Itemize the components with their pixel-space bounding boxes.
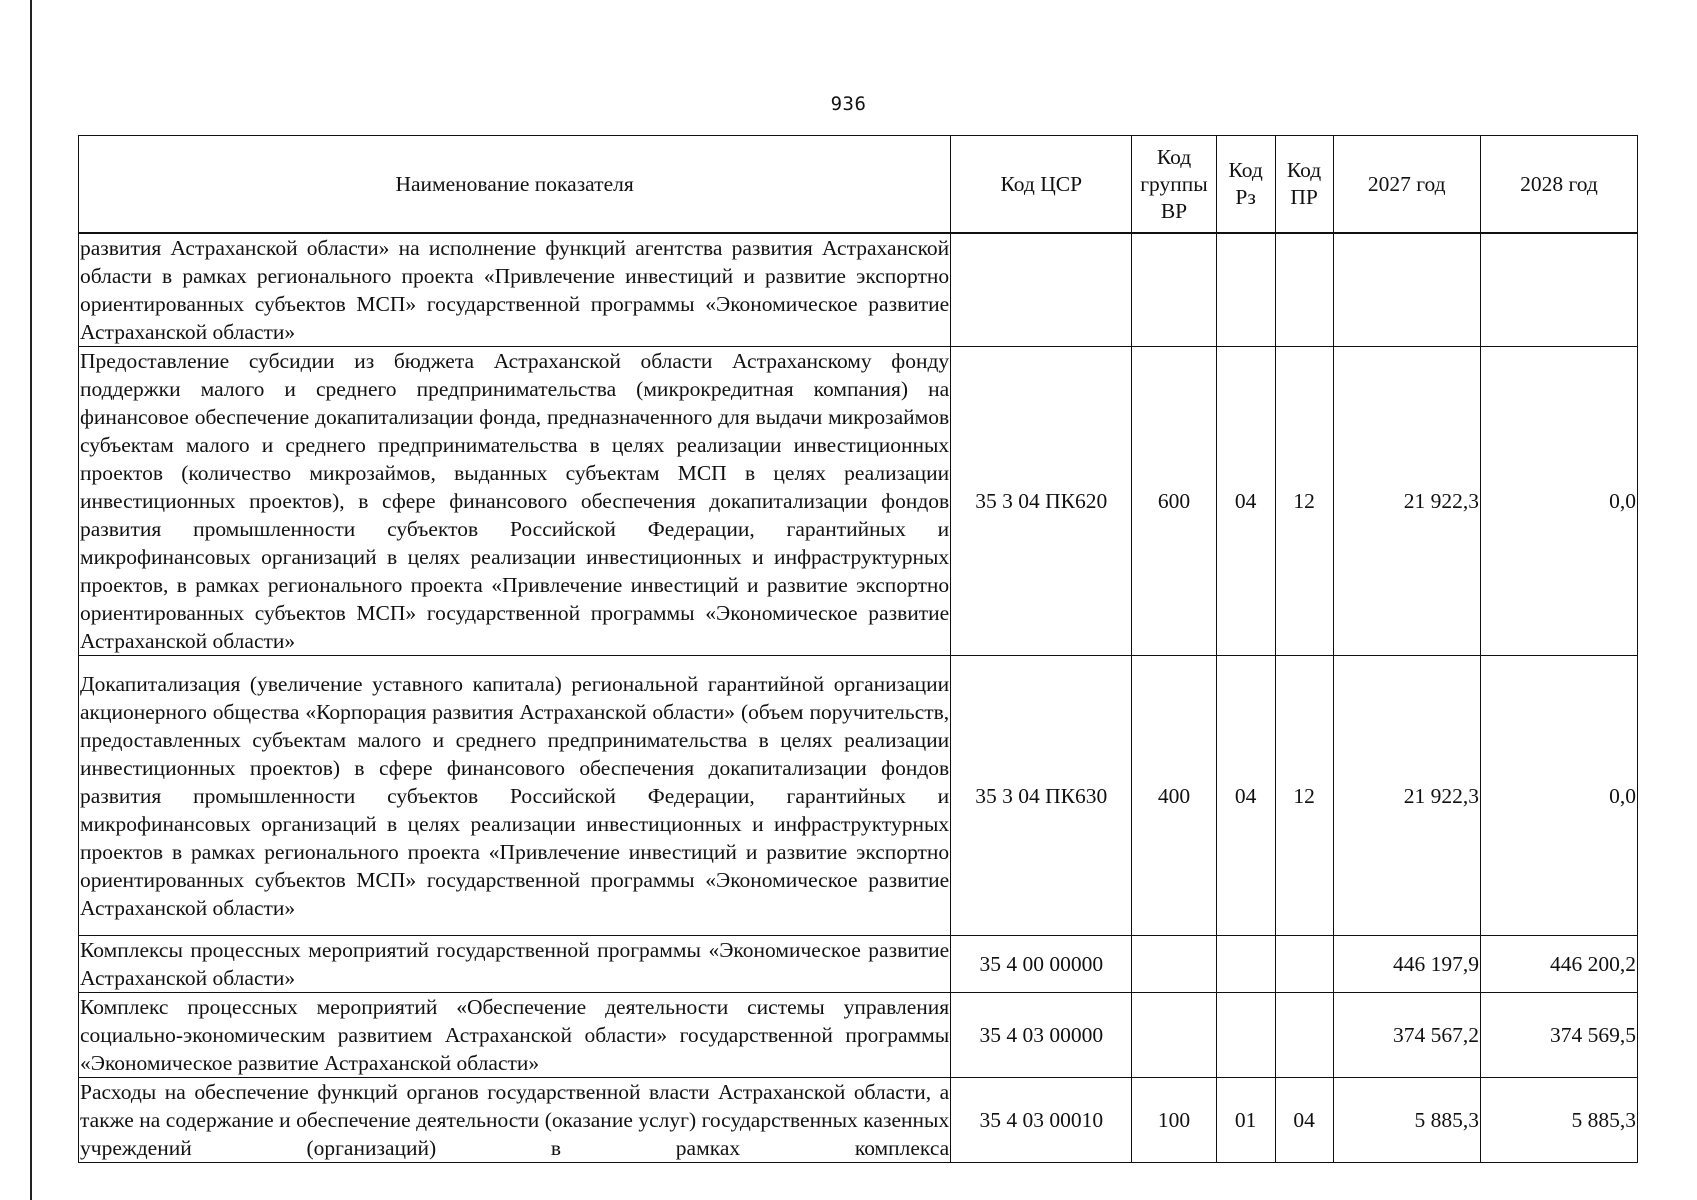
table-row <box>79 1078 1638 1163</box>
row-2028: 0,0 <box>1481 347 1638 656</box>
table-row <box>79 347 1638 656</box>
row-csr <box>951 233 1132 347</box>
row-pr <box>1275 993 1333 1078</box>
row-rz <box>1216 233 1275 347</box>
row-2027 <box>1333 233 1480 347</box>
header-2027: 2027 год <box>1333 136 1480 234</box>
row-pr <box>1275 936 1333 993</box>
row-2027: 21 922,3 <box>1333 347 1480 656</box>
row-name: Комплекс процессных мероприятий «Обеспечение деятельности системы управления социально-экономическим развитием Астраханской области» государственной программы «Экономическое развитие Астраханской области» <box>79 993 951 1078</box>
table-row <box>79 936 1638 993</box>
row-2027: 5 885,3 <box>1333 1078 1480 1163</box>
row-2027: 374 567,2 <box>1333 993 1480 1078</box>
row-name: Докапитализация (увеличение уставного капитала) региональной гарантийной организации акционерного общества «Корпорация развития Астраханской области» (объем поручительств, предоставленных субъектам малого и среднего предпринимательства в целях реализации инвестиционных проектов) в сфере финансового обеспечения докапитализации фондов развития промышленности субъектов Российской Федерации, гарантийных и микрофинансовых организаций в целях реализации инвестиционных и инфраструктурных проектов в рамках регионального проекта «Привлечение инвестиций и развитие экспортно ориентированных субъектов МСП» государственной программы «Экономическое развитие Астраханской области» <box>79 656 951 936</box>
row-pr: 12 <box>1275 656 1333 936</box>
row-rz: 04 <box>1216 656 1275 936</box>
row-rz: 01 <box>1216 1078 1275 1163</box>
row-csr: 35 4 00 00000 <box>951 936 1132 993</box>
row-name: Комплексы процессных мероприятий государственной программы «Экономическое развитие Астраханской области» <box>79 936 951 993</box>
header-csr: Код ЦСР <box>951 136 1132 234</box>
row-2028: 446 200,2 <box>1481 936 1638 993</box>
row-csr: 35 3 04 ПК630 <box>951 656 1132 936</box>
row-rz: 04 <box>1216 347 1275 656</box>
row-2027: 21 922,3 <box>1333 656 1480 936</box>
row-name: развития Астраханской области» на исполнение функций агентства развития Астраханской области в рамках регионального проекта «Привлечение инвестиций и развитие экспортно ориентированных субъектов МСП» государственной программы «Экономическое развитие Астраханской области» <box>79 233 951 347</box>
row-vr <box>1132 233 1216 347</box>
row-csr: 35 3 04 ПК620 <box>951 347 1132 656</box>
table-row <box>79 656 1638 936</box>
row-pr: 04 <box>1275 1078 1333 1163</box>
row-rz <box>1216 936 1275 993</box>
row-vr <box>1132 993 1216 1078</box>
row-2028: 374 569,5 <box>1481 993 1638 1078</box>
row-2028 <box>1481 233 1638 347</box>
budget-table <box>78 135 1638 1163</box>
table-header-row <box>79 136 1638 234</box>
row-rz <box>1216 993 1275 1078</box>
row-2028: 0,0 <box>1481 656 1638 936</box>
page-number: 936 <box>830 93 867 115</box>
row-name: Предоставление субсидии из бюджета Астраханской области Астраханскому фонду поддержки малого и среднего предпринимательства (микрокредитная компания) на финансовое обеспечение докапитализации фонда, предназначенного для выдачи микрозаймов субъектам малого и среднего предпринимательства в целях реализации инвестиционных проектов (количество микрозаймов, выданных субъектам МСП в целях реализации инвестиционных проектов), в сфере финансового обеспечения докапитализации фондов развития промышленности субъектов Российской Федерации, гарантийных и микрофинансовых организаций в целях реализации инвестиционных и инфраструктурных проектов, в рамках регионального проекта «Привлечение инвестиций и развитие экспортно ориентированных субъектов МСП» государственной программы «Экономическое развитие Астраханской области» <box>79 347 951 656</box>
row-2027: 446 197,9 <box>1333 936 1480 993</box>
row-csr: 35 4 03 00000 <box>951 993 1132 1078</box>
row-pr <box>1275 233 1333 347</box>
row-pr: 12 <box>1275 347 1333 656</box>
scan-edge-line <box>30 0 32 1200</box>
row-csr: 35 4 03 00010 <box>951 1078 1132 1163</box>
row-vr <box>1132 936 1216 993</box>
table-row <box>79 233 1638 347</box>
header-name: Наименование показателя <box>79 136 951 234</box>
header-2028: 2028 год <box>1481 136 1638 234</box>
table-row <box>79 993 1638 1078</box>
row-2028: 5 885,3 <box>1481 1078 1638 1163</box>
header-rz: Код Рз <box>1216 136 1275 234</box>
row-vr: 600 <box>1132 347 1216 656</box>
header-vr: Код группы ВР <box>1132 136 1216 234</box>
row-vr: 100 <box>1132 1078 1216 1163</box>
header-pr: Код ПР <box>1275 136 1333 234</box>
row-vr: 400 <box>1132 656 1216 936</box>
row-name: Расходы на обеспечение функций органов государственной власти Астраханской области, а также на содержание и обеспечение деятельности (оказание услуг) государственных казенных учреждений (организаций) в рамках комплекса <box>79 1078 951 1163</box>
